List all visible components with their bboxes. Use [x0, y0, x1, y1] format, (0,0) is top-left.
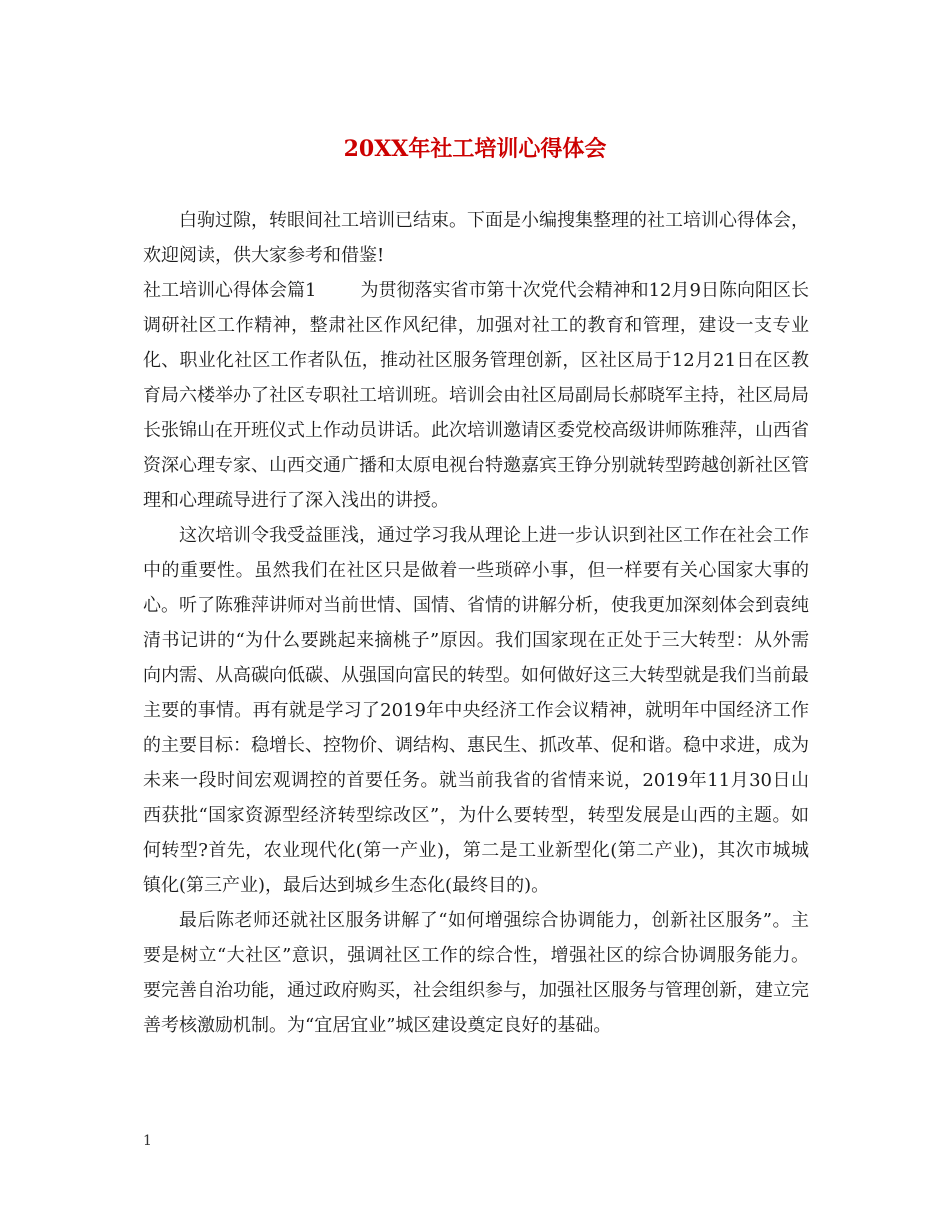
page-number: 1 — [143, 1133, 152, 1149]
document-title: 20XX年社工培训心得体会 — [343, 136, 607, 162]
paragraph-1-text: 为贯彻落实省市第十次党代会精神和12月9日陈向阳区长调研社区工作精神，整肃社区作风纪律，加强对社工的教育和管理，建设一支专业化、职业化社区工作者队伍，推动社区服务管理创新，区社区局于12月21日在区教育局六楼举办了社区专职社工培训班。培训会由社区局副局长郝晓军主持，社区局局长张锦山在开班仪式上作动员讲话。此次培训邀请区委党校高级讲师陈雅萍，山西省资深心理专家、山西交通广播和太原电视台特邀嘉宾王铮分别就转型跨越创新社区管理和心理疏导进行了深入浅出的讲授。 — [143, 280, 810, 511]
document-body — [143, 203, 809, 1043]
paragraph-2: 这次培训令我受益匪浅，通过学习我从理论上进一步认识到社区工作在社会工作中的重要性。虽然我们在社区只是做着一些琐碎小事，但一样要有关心国家大事的心。听了陈雅萍讲师对当前世情、国情、省情的讲解分析，使我更加深刻体会到袁纯清书记讲的“为什么要跳起来摘桃子”原因。我们国家现在正处于三大转型：从外需向内需、从高碳向低碳、从强国向富民的转型。如何做好这三大转型就是我们当前最主要的事情。再有就是学习了2019年中央经济工作会议精神，就明年中国经济工作的主要目标：稳增长、控物价、调结构、惠民生、抓改革、促和谐。稳中求进，成为未来一段时间宏观调控的首要任务。就当前我省的省情来说，2019年11月30日山西获批“国家资源型经济转型综改区”，为什么要转型，转型发展是山西的主题。如何转型?首先，农业现代化(第一产业)，第二是工业新型化(第二产业)，其次市城城镇化(第三产业)，最后达到城乡生态化(最终目的)。 — [143, 525, 809, 896]
paragraph-3: 最后陈老师还就社区服务讲解了“如何增强综合协调能力，创新社区服务”。主要是树立“大社区”意识，强调社区工作的综合性，增强社区的综合协调服务能力。要完善自治功能，通过政府购买，社会组织参与，加强社区服务与管理创新，建立完善考核激励机制。为“宜居宜业”城区建设奠定良好的基础。 — [143, 910, 809, 1036]
section-paragraph-1 — [143, 273, 809, 518]
section-heading: 社工培训心得体会篇1 — [143, 280, 317, 301]
intro-paragraph: 白驹过隙，转眼间社工培训已结束。下面是小编搜集整理的社工培训心得体会，欢迎阅读，供大家参考和借鉴! — [143, 210, 809, 266]
